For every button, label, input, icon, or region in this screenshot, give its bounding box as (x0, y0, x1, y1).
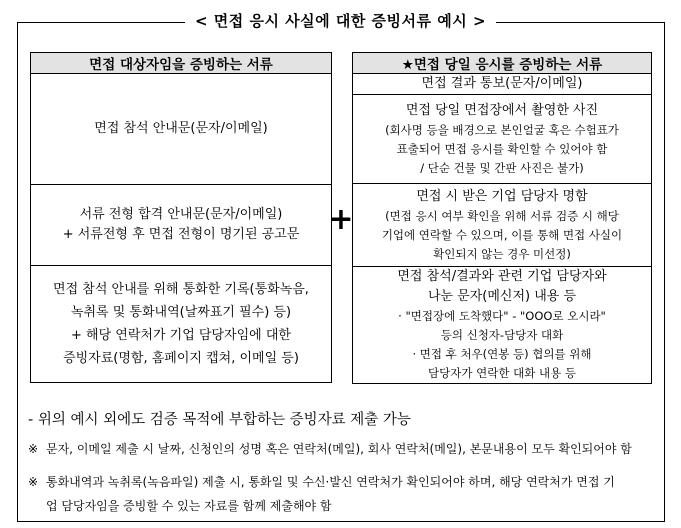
left-row-document-pass: 서류 전형 합격 안내문(문자/이메일) + 서류전형 후 면접 전형이 명기된 공고문 (31, 185, 332, 266)
note-call-record: ※ 통화내역과 녹취록(녹음파일) 제출 시, 통화일 및 수신·발신 연락처가 확인되어야 하며, 해당 연락처가 면접 기 업 담당자임을 증빙할 수 있는 자료를 함께 제출해야 함 (28, 470, 658, 518)
right-row-messenger: 면접 참석/결과와 관련 기업 담당자와 나눈 문자(메신저) 내용 등 · "면접장에 도착했다" - "OOO로 오시라" 등의 신청자-담당자 대화 · 면접 후 처우(연봉 등) 협의를 위해 담당자가 연락한 대화 내용 등 (353, 267, 652, 384)
right-column-table (352, 52, 652, 384)
note-other-evidence: - 위의 예시 외에도 검증 목적에 부합하는 증빙자료 제출 가능 (28, 412, 411, 428)
left-column-header: 면접 대상자임을 증빙하는 서류 (31, 53, 332, 74)
right-column-header: ★면접 당일 응시를 증빙하는 서류 (353, 53, 652, 74)
note-message-email: ※ 문자, 이메일 제출 시 날짜, 신청인의 성명 혹은 연락처(메일), 회사 연락처(메일), 본문내용이 모두 확인되어야 함 (28, 442, 632, 456)
left-column-table (30, 52, 332, 383)
reference-mark-icon: ※ (28, 475, 39, 489)
right-row-result-notice: 면접 결과 통보(문자/이메일) (353, 74, 652, 95)
right-row-business-card: 면접 시 받은 기업 담당자 명함 (면접 응시 여부 확인을 위해 서류 검증 시 해당 기업에 연락할 수 있으며, 이를 통해 면접 사실이 확인되지 않는 경우 미선정) (353, 184, 652, 267)
reference-mark-icon: ※ (28, 442, 39, 456)
right-row-photo: 면접 당일 면접장에서 촬영한 사진 (회사명 등을 배경으로 본인얼굴 혹은 수험표가 표출되어 면접 응시를 확인할 수 있어야 함 / 단순 건물 및 간판 사진은 불가) (353, 95, 652, 184)
plus-sign: + (328, 202, 354, 237)
document-title: < 면접 응시 사실에 대한 증빙서류 예시 > (0, 10, 681, 31)
left-row-interview-notice: 면접 참석 안내문(문자/이메일) (31, 74, 332, 185)
left-row-call-record: 면접 참석 안내를 위해 통화한 기록(통화녹음, 녹취록 및 통화내역(날짜표기 필수) 등) + 해당 연락처가 기업 담당자임에 대한 증빙자료(명함, 홈페이지 캡쳐, 이메일 등) (31, 266, 332, 383)
